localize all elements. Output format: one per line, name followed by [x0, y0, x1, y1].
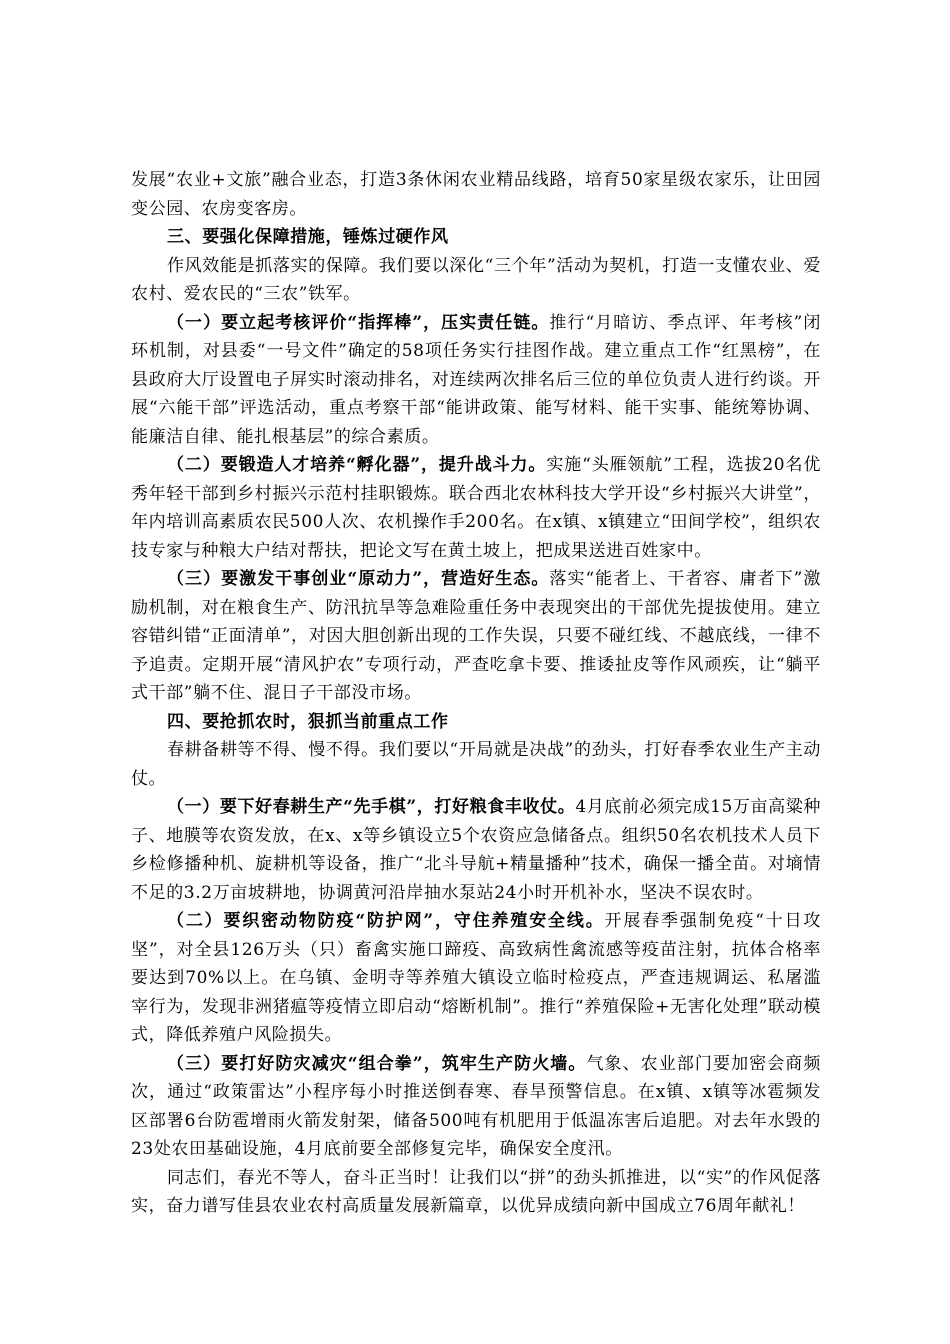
item-paragraph [131, 565, 821, 708]
section-heading-3: 三、要强化保障措施，锤炼过硬作风 [167, 227, 449, 247]
item-text: 落实“能者上、干者容、庸者下”激励机制，对在粮食生产、防汛抗旱等急难险重任务中表现突出的干部优先提拔使用。建立容错纠错“正面清单”，对因大胆创新出现的工作失误，只要不碰红线、不越底线，一律不予追责。定期开展“清风护农”专项行动，严查吃拿卡要、推诿扯皮等作风顽疾，让“躺平式干部”躺不住、混日子干部没市场。 [131, 569, 821, 703]
item-paragraph [131, 907, 821, 1050]
item-paragraph [131, 1050, 821, 1164]
item-paragraph [131, 793, 821, 907]
body-paragraph: 作风效能是抓落实的保障。我们要以深化“三个年”活动为契机，打造一支懂农业、爱农村、爱农民的“三农”铁军。 [131, 255, 821, 304]
document-body [131, 166, 821, 1221]
item-lead: （一）要下好春耕生产“先手棋”，打好粮食丰收仗。 [167, 797, 576, 817]
item-text: 实施“头雁领航”工程，选拔20名优秀年轻干部到乡村振兴示范村挂职锻炼。联合西北农林科技大学开设“乡村振兴大讲堂”，年内培训高素质农民500人次、农机操作手200名。在x镇、x镇建立“田间学校”，组织农技专家与种粮大户结对帮扶，把论文写在黄土坡上，把成果送进百姓家中。 [131, 455, 821, 561]
item-lead: （二）要织密动物防疫“防护网”，守住养殖安全线。 [167, 911, 605, 931]
continuation-paragraph: 发展“农业+文旅”融合业态，打造3条休闲农业精品线路，培育50家星级农家乐，让田园变公园、农房变客房。 [131, 170, 821, 219]
section-heading-4: 四、要抢抓农时，狠抓当前重点工作 [167, 711, 449, 732]
item-text: 推行“月暗访、季点评、年考核”闭环机制，对县委“一号文件”确定的58项任务实行挂图作战。建立重点工作“红黑榜”，在县政府大厅设置电子屏实时滚动排名，对连续两次排名后三位的单位负责人进行约谈。开展“六能干部”评选活动，重点考察干部“能讲政策、能写材料、能干实事、能统筹协调、能廉洁自律、能扎根基层”的综合素质。 [131, 312, 821, 447]
item-text: 开展春季强制免疫“十日攻坚”，对全县126万头（只）畜禽实施口蹄疫、高致病性禽流感等疫苗注射，抗体合格率要达到70%以上。在乌镇、金明寺等养殖大镇设立临时检疫点，严查违规调运、私屠滥宰行为，发现非洲猪瘟等疫情立即启动“熔断机制”。推行“养殖保险+无害化处理”联动模式，降低养殖户风险损失。 [131, 911, 821, 1045]
item-text: 气象、农业部门要加密会商频次，通过“政策雷达”小程序每小时推送倒春寒、春旱预警信息。在x镇、x镇等冰雹频发区部署6台防雹增雨火箭发射架，储备500吨有机肥用于低温冻害后追肥。对去年水毁的23处农田基础设施，4月底前要全部修复完毕，确保安全度汛。 [131, 1053, 821, 1159]
item-paragraph [131, 451, 821, 565]
item-paragraph [131, 309, 821, 452]
item-lead: （二）要锻造人才培养“孵化器”，提升战斗力。 [167, 455, 547, 475]
body-paragraph: 春耕备耕等不得、慢不得。我们要以“开局就是决战”的劲头，打好春季农业生产主动仗。 [131, 740, 821, 789]
item-lead: （一）要立起考核评价“指挥棒”，压实责任链。 [167, 312, 550, 333]
item-text: 4月底前必须完成15万亩高粱种子、地膜等农资发放，在x、x等乡镇设立5个农资应急储备点。组织50名农机技术人员下乡检修播种机、旋耕机等设备，推广“北斗导航+精量播种”技术，确保一播全苗。对墒情不足的3.2万亩坡耕地，协调黄河沿岸抽水泵站24小时开机补水，坚决不误农时。 [131, 797, 821, 903]
closing-paragraph: 同志们，春光不等人，奋斗正当时！让我们以“拼”的劲头抓推进，以“实”的作风促落实，奋力谱写佳县农业农村高质量发展新篇章，以优异成绩向新中国成立76周年献礼！ [131, 1167, 821, 1216]
item-lead: （三）要打好防灾减灾“组合拳”，筑牢生产防火墙。 [167, 1053, 587, 1074]
item-lead: （三）要激发干事创业“原动力”，营造好生态。 [167, 569, 550, 589]
